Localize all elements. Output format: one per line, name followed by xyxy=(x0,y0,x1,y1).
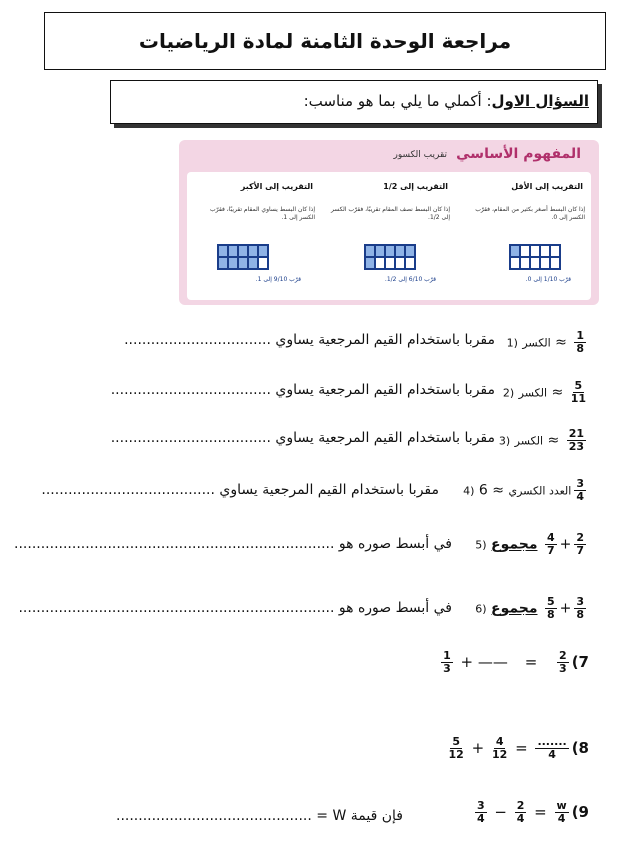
fraction: $\frac{5}{8}$ xyxy=(546,595,555,621)
grid-cell xyxy=(530,257,540,269)
item-3-text: مقربا باستخدام القيم المرجعية يساوي .................................... xyxy=(110,430,495,446)
grid-cell xyxy=(248,245,258,257)
grid-cell xyxy=(520,257,530,269)
question-heading: السؤال الاول: أكملي ما يلي بما هو مناسب: xyxy=(303,92,589,110)
grid-cell xyxy=(258,257,268,269)
concept-column-half: التقريب إلى 1/2 إذا كان البسط نصف المقام تقريبًا، فقرّب الكسر إلى 1/2. قرّب 6/10 إلى 1/2. xyxy=(330,182,450,283)
grid-cell xyxy=(238,245,248,257)
concept-columns xyxy=(187,172,591,300)
grid-cell xyxy=(228,257,238,269)
fraction-grid xyxy=(217,244,269,270)
grid-cell xyxy=(238,257,248,269)
fraction: $\frac{5}{12}$ xyxy=(448,735,464,761)
fraction: $\frac{5}{11}$ xyxy=(570,379,586,405)
grid-cell xyxy=(395,257,405,269)
grid-cell xyxy=(385,257,395,269)
grid-cell xyxy=(365,245,375,257)
item-3: 3) الكسر ≈ $\frac{21}{23}$ xyxy=(498,427,584,453)
grid-cell xyxy=(218,257,228,269)
item-4: 4) العدد الكسري ≈ 6 $\frac{3}{4}$ xyxy=(463,477,584,503)
equation-9-answer: ............................................ = W فإن قيمة xyxy=(116,808,403,824)
equation-8: $\frac{5}{12}$ + $\frac{4}{12}$ = $\frac{.......}{4}$ (8 xyxy=(448,735,589,761)
fraction: $\frac{.......}{4}$ xyxy=(537,735,567,761)
fraction-grid xyxy=(509,244,561,270)
fraction: $\frac{2}{3}$ xyxy=(559,649,567,675)
fraction: $\frac{3}{4}$ xyxy=(476,799,485,825)
item-5: 5) مجموع $\frac{4}{7}$ + $\frac{2}{7}$ xyxy=(475,531,584,557)
grid-cell xyxy=(405,257,415,269)
item-1-text: مقربا باستخدام القيم المرجعية يساوي ................................. xyxy=(124,332,495,348)
grid-cell xyxy=(520,245,530,257)
fraction: $\frac{2}{7}$ xyxy=(576,531,584,557)
fraction: $\frac{1}{8}$ xyxy=(576,329,584,355)
item-2-text: مقربا باستخدام القيم المرجعية يساوي .................................... xyxy=(110,382,495,398)
grid-cell xyxy=(530,245,540,257)
grid-cell xyxy=(510,257,520,269)
item-6: 6) مجموع $\frac{5}{8}$ + $\frac{3}{8}$ xyxy=(475,595,584,621)
concept-title: المفهوم الأساسي xyxy=(456,146,581,162)
fraction: $\frac{4}{12}$ xyxy=(491,735,508,761)
page-title: مراجعة الوحدة الثامنة لمادة الرياضيات xyxy=(44,12,606,70)
grid-cell xyxy=(365,257,375,269)
fraction: $\frac{w}{4}$ xyxy=(556,799,567,825)
grid-cell xyxy=(228,245,238,257)
equation-7: $\frac{1}{3}$ + —— = $\frac{2}{3}$ (7 xyxy=(443,649,589,675)
grid-cell xyxy=(385,245,395,257)
key-concept-panel xyxy=(179,140,599,305)
item-2: 2) الكسر ≈ $\frac{5}{11}$ xyxy=(502,379,586,405)
fraction: $\frac{4}{7}$ xyxy=(546,531,555,557)
item-1: 1) الكسر ≈ $\frac{1}{8}$ xyxy=(506,329,584,355)
grid-cell xyxy=(540,245,550,257)
concept-subtitle: تقريب الكسور xyxy=(393,150,447,160)
grid-cell xyxy=(258,245,268,257)
grid-cell xyxy=(510,245,520,257)
fraction-grid xyxy=(364,244,416,270)
fraction: $\frac{21}{23}$ xyxy=(568,427,584,453)
item-4-text: مقربا باستخدام القيم المرجعية يساوي ....................................... xyxy=(41,482,439,498)
fraction: $\frac{1}{3}$ xyxy=(443,649,451,675)
grid-cell xyxy=(540,257,550,269)
item-6-text: في أبسط صوره هو ....................................................................... xyxy=(18,600,452,616)
grid-cell xyxy=(550,257,560,269)
grid-cell xyxy=(218,245,228,257)
equation-9: $\frac{3}{4}$ − $\frac{2}{4}$ = $\frac{w}{4}$ (9 xyxy=(476,799,589,825)
grid-cell xyxy=(375,245,385,257)
item-5-text: في أبسط صوره هو ........................................................................ xyxy=(14,536,452,552)
fraction: $\frac{2}{4}$ xyxy=(516,799,525,825)
grid-cell xyxy=(248,257,258,269)
grid-cell xyxy=(550,245,560,257)
fraction: $\frac{3}{8}$ xyxy=(576,595,584,621)
grid-cell xyxy=(405,245,415,257)
grid-cell xyxy=(375,257,385,269)
fraction: $\frac{3}{4}$ xyxy=(576,477,584,503)
concept-column-upper: التقريب إلى الأكبر إذا كان البسط يساوي المقام تقريبًا، فقرّب الكسر إلى 1. قرّب 9/10 إلى 1. xyxy=(209,182,315,283)
concept-column-lower: التقريب إلى الأقل إذا كان البسط أصغر بكثير من المقام، فقرّب الكسر إلى 0. قرّب 1/10 إلى 0. xyxy=(475,182,585,283)
question-label: السؤال الاول xyxy=(491,92,589,110)
grid-cell xyxy=(395,245,405,257)
